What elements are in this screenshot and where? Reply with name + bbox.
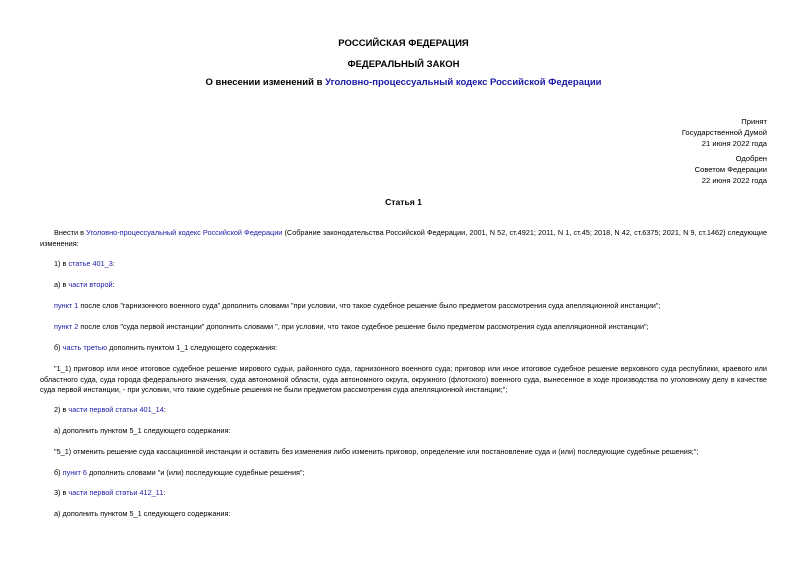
- paragraph-item-2b: б) пункт 6 дополнить словами "и (или) последующие судебные решения";: [54, 468, 305, 477]
- law-title-link[interactable]: Уголовно-процессуальный кодекс Российской Федерации: [325, 77, 602, 88]
- law-title: [0, 77, 807, 88]
- article-412-11-link[interactable]: части первой статьи 412_11: [68, 488, 164, 497]
- paragraph-point-2: пункт 2 после слов "суда первой инстанции" дополнить словами ", при условии, что такое судебное решение было предметом рассмотрения суда апелляционной инстанции";: [54, 322, 649, 331]
- paragraph-item-2a: а) дополнить пунктом 5_1 следующего содержания:: [54, 426, 231, 435]
- accepted-date: 21 июня 2022 года: [701, 139, 767, 148]
- point-2-link[interactable]: пункт 2: [54, 322, 79, 331]
- point-6-link[interactable]: пункт 6: [62, 468, 87, 477]
- paragraph-point-1: пункт 1 после слов "гарнизонного военного суда" дополнить словами "при условии, что такое судебное решение было предметом рассмотрения суда апелляционной инстанции";: [54, 301, 661, 310]
- paragraph-item-1a: а) в части второй:: [54, 280, 115, 289]
- paragraph-item-3: 3) в части первой статьи 412_11:: [54, 488, 166, 497]
- part-two-link[interactable]: части второй: [68, 280, 113, 289]
- paragraph-quote-1-1: "1_1) приговор или иное итоговое судебное решение мирового судьи, районного суда, гарнизонного военного суда; приговор или иное итоговое судебное решение верховного суда республики, краевого или областного суда, суда города федерального значения, суда автономной области, суда автономного округа, окружного (флотского) военного суда, вынесенное в ходе производства по уголовному делу в качестве суда первой инстанции, - при условии, что такие судебные решения не были предметом рассмотрения суда апелляционной инстанции;";: [40, 364, 767, 394]
- accepted-by: Государственной Думой: [681, 128, 767, 137]
- acceptance-block: [682, 116, 767, 186]
- paragraph-quote-5-1: "5_1) отменить решение суда кассационной инстанции и оставить без изменения либо изменить приговор, определение или постановление суда и (или) последующие судебные решения;";: [54, 447, 699, 456]
- part-three-link[interactable]: часть третью: [62, 343, 108, 352]
- paragraph-item-1: 1) в статье 401_3:: [54, 259, 115, 268]
- accepted-label: Принят: [741, 117, 767, 126]
- approved-by: Советом Федерации: [694, 165, 767, 174]
- country-heading: РОССИЙСКАЯ ФЕДЕРАЦИЯ: [338, 38, 469, 49]
- paragraph-item-3a: а) дополнить пунктом 5_1 следующего содержания:: [54, 509, 231, 518]
- article-heading: Статья 1: [385, 197, 422, 207]
- doc-type-heading: ФЕДЕРАЛЬНЫЙ ЗАКОН: [347, 59, 460, 70]
- article-401-14-link[interactable]: части первой статьи 401_14: [68, 405, 164, 414]
- code-link[interactable]: Уголовно-процессуальный кодекс Российской Федерации: [86, 228, 283, 237]
- approved-label: Одобрен: [735, 154, 767, 163]
- approved-date: 22 июня 2022 года: [701, 176, 767, 185]
- paragraph-intro: Внести в Уголовно-процессуальный кодекс Российской Федерации (Собрание законодательства Российской Федерации, 2001, N 52, ст.4921; 2011, N 1, ст.45; 2018, N 42, ст.6375; 2021, N 9, ст.1462) следующие изменения:: [40, 228, 768, 248]
- paragraph-item-1b: б) часть третью дополнить пунктом 1_1 следующего содержания:: [54, 343, 278, 352]
- paragraph-item-2: 2) в части первой статьи 401_14:: [54, 405, 166, 414]
- law-title-prefix: О внесении изменений в: [205, 77, 326, 88]
- article-401-3-link[interactable]: статье 401_3: [68, 259, 113, 268]
- point-1-link[interactable]: пункт 1: [54, 301, 79, 310]
